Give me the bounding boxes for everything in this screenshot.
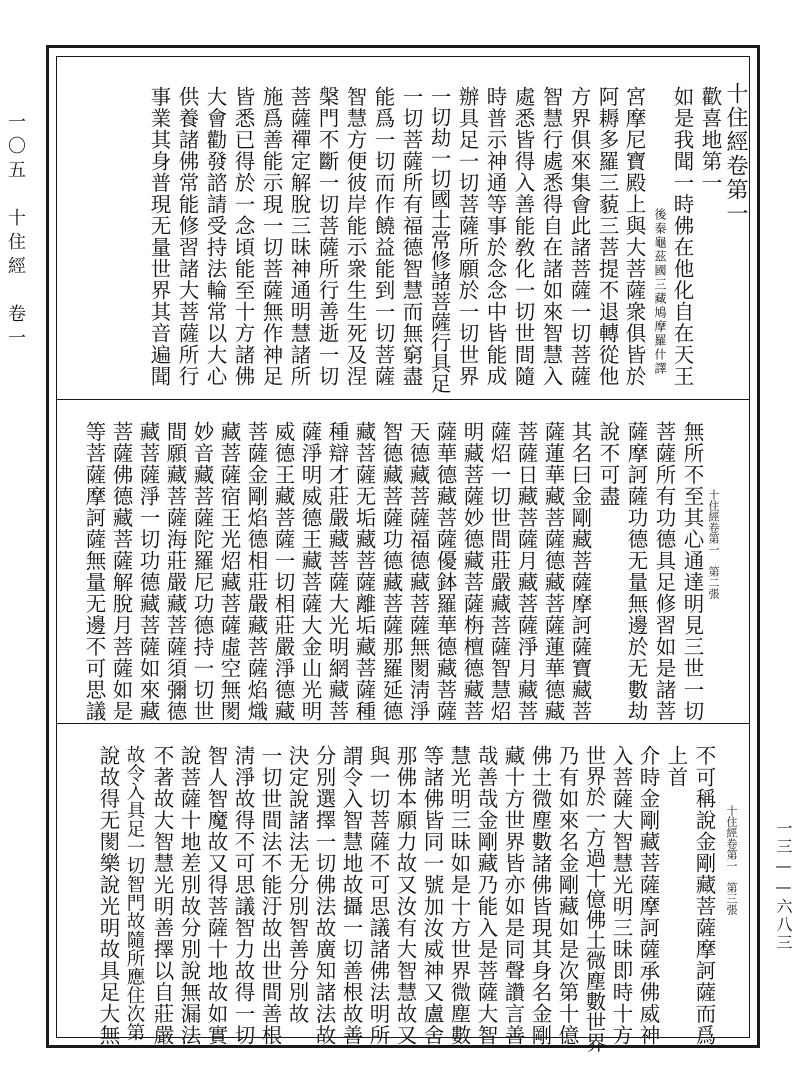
text-column: 智慧行處悉得自在諸如來智慧入 — [539, 86, 563, 387]
text-column: 介時金剛藏菩薩摩訶薩承佛威神 — [636, 745, 660, 1046]
text-column: 慧光明三昧如是十方世界微塵數 — [447, 745, 471, 1046]
text-column: 薩淨明威德王藏菩薩大金山光明 — [298, 421, 322, 722]
text-column: 皆悉已得於一念頃能至十方諸佛 — [231, 86, 255, 387]
text-column: 時普示神通等事於念念中皆能成 — [483, 86, 507, 387]
text-column: 薩華德藏菩薩優鉢羅華德藏菩薩 — [433, 421, 457, 722]
folio-header: 十住經卷第一 第三張 — [725, 805, 738, 915]
text-column: 故令入具足一切智門故隨所應住次第 — [124, 745, 145, 1041]
text-column: 威德王藏菩薩一切相莊嚴淨德藏 — [271, 421, 295, 722]
text-column: 明藏菩薩妙德藏菩薩栴檀德藏菩 — [460, 421, 484, 722]
text-column: 菩薩禪定解脫三昧神通明慧諸所 — [287, 86, 311, 387]
panel-2 — [58, 401, 748, 721]
text-column: 供養諸佛常能修習諸大菩薩所行 — [175, 86, 199, 387]
text-column: 其名曰金剛藏菩薩摩訶薩寶藏菩 — [568, 421, 592, 722]
text-column: 藏菩薩淨一切功德藏菩薩如來藏 — [136, 421, 160, 722]
text-column: 藏十方世界皆亦如是同聲讚言善 — [501, 745, 525, 1046]
text-column: 說不可盡 — [596, 421, 620, 507]
panel-divider-2 — [56, 723, 750, 724]
text-column: 與一切菩薩不可思議諸佛法明所 — [366, 745, 390, 1046]
text-column: 一切世間法不能汙故出世間善根 — [258, 745, 282, 1046]
text-column: 菩薩佛德藏菩薩解脫月菩薩如是 — [109, 421, 133, 722]
translator-credit: 後秦龜茲國三藏鳩摩羅什譯 — [653, 208, 667, 376]
text-column: 一切劫一切國土常修諸菩薩行具足 — [427, 86, 451, 394]
text-column: 薩摩訶薩功德无量無邊於无數劫 — [624, 421, 648, 722]
right-margin-caption: 一三——六八三 — [774, 820, 793, 952]
text-column: 等諸佛皆同一號加汝威神又盧舍 — [420, 745, 444, 1046]
text-column: 菩薩日藏菩薩月藏菩薩淨月藏菩 — [514, 421, 538, 722]
text-column: 佛土微塵數諸佛皆現其身名金剛 — [528, 745, 552, 1046]
text-column: 那佛本願力故又汝有大智慧故又 — [393, 745, 417, 1046]
text-column: 乃有如來名金剛藏如是次第十億 — [555, 745, 579, 1046]
text-column: 決定說諸法无分別智善分別故 — [285, 745, 309, 1025]
text-column: 不可稱說金剛藏菩薩摩訶薩而爲 — [692, 745, 716, 1046]
text-column: 無所不至其心通達明見三世一切 — [680, 421, 704, 722]
text-column: 處悉皆得入善能敎化一切世間隨 — [511, 86, 535, 387]
text-column: 妙音藏菩薩陀羅尼功德持一切世 — [190, 421, 214, 722]
panel-1 — [58, 58, 748, 398]
text-column: 間願藏菩薩海莊嚴藏菩薩須彌德 — [163, 421, 187, 722]
left-margin-caption: 一〇五 十住經 卷一 — [5, 112, 26, 352]
text-column: 天德藏菩薩福德藏菩薩無閡淸淨 — [406, 421, 430, 722]
text-column: 說故得无閡樂說光明故具足大無 — [96, 745, 120, 1046]
text-column: 智慧方便彼岸能示衆生生死及涅 — [343, 86, 367, 387]
text-column: 辦具足一切菩薩所願於一切世界 — [455, 86, 479, 387]
text-column: 歡喜地第一 — [698, 86, 722, 194]
text-column: 菩薩金剛焰德相莊嚴藏菩薩焰熾 — [244, 421, 268, 722]
text-column: 智德藏菩薩功德藏菩薩那羅延德 — [379, 421, 403, 722]
text-column: 不著故大智慧光明善擇以自莊嚴 — [150, 745, 174, 1046]
text-column: 上首 — [664, 745, 688, 788]
text-column: 薩蓮華藏菩薩德藏菩薩蓮華德藏 — [541, 421, 565, 722]
text-column: 阿耨多羅三藐三菩提不退轉從他 — [595, 86, 619, 387]
text-column: 施爲善能示現一切菩薩無作神足 — [259, 86, 283, 387]
text-column: 分別選擇一切佛法故廣知諸法故 — [312, 745, 336, 1046]
text-column: 等菩薩摩訶薩無量无邊不可思議 — [82, 421, 106, 722]
text-column: 智人智魔故又得菩薩十地故如實 — [204, 745, 228, 1046]
folio-header: 十住經卷第一 第二張 — [707, 489, 720, 599]
text-column: 如是我聞一時佛在他化自在天王 — [670, 86, 694, 387]
text-column: 大會勸發諮請受持法輪常以大心 — [203, 86, 227, 387]
text-column: 淸淨故得不可思議智力故得一切 — [231, 745, 255, 1046]
text-column: 說菩薩十地差別故分別說無漏法 — [177, 745, 201, 1046]
text-column: 能爲一切而作饒益能到一切菩薩 — [371, 86, 395, 387]
text-column: 世界於一方過十億佛土微塵數世界 — [582, 745, 606, 1053]
text-column: 入菩薩大智慧光明三昧即時十方 — [609, 745, 633, 1046]
text-column: 藏菩薩宿王光炤藏菩薩虛空無閡 — [217, 421, 241, 722]
panel-divider-1 — [56, 399, 750, 400]
text-column: 哉善哉金剛藏乃能入是菩薩大智 — [474, 745, 498, 1046]
text-column: 方界俱來集會此諸菩薩一切菩薩 — [567, 86, 591, 387]
panel-3 — [58, 725, 748, 1053]
sutra-title: 十住經卷第一 — [723, 82, 748, 226]
text-column: 槃門不斷一切菩薩所行善逝一切 — [315, 86, 339, 387]
text-column: 菩薩所有功德具足修習如是諸菩 — [652, 421, 676, 722]
text-column: 種辯才莊嚴藏菩薩大光明網藏菩 — [325, 421, 349, 722]
text-column: 宮摩尼寶殿上與大菩薩衆俱皆於 — [622, 86, 646, 387]
text-column: 事業其身普現无量世界其音遍聞 — [147, 86, 171, 387]
text-column: 謂令入智慧地故攝一切善根故善 — [339, 745, 363, 1046]
text-column: 薩炤一切世間莊嚴藏菩薩智慧炤 — [487, 421, 511, 722]
text-column: 藏菩薩无垢藏菩薩離垢藏菩薩種 — [352, 421, 376, 722]
text-column: 一切菩薩所有福德智慧而無窮盡 — [399, 86, 423, 387]
